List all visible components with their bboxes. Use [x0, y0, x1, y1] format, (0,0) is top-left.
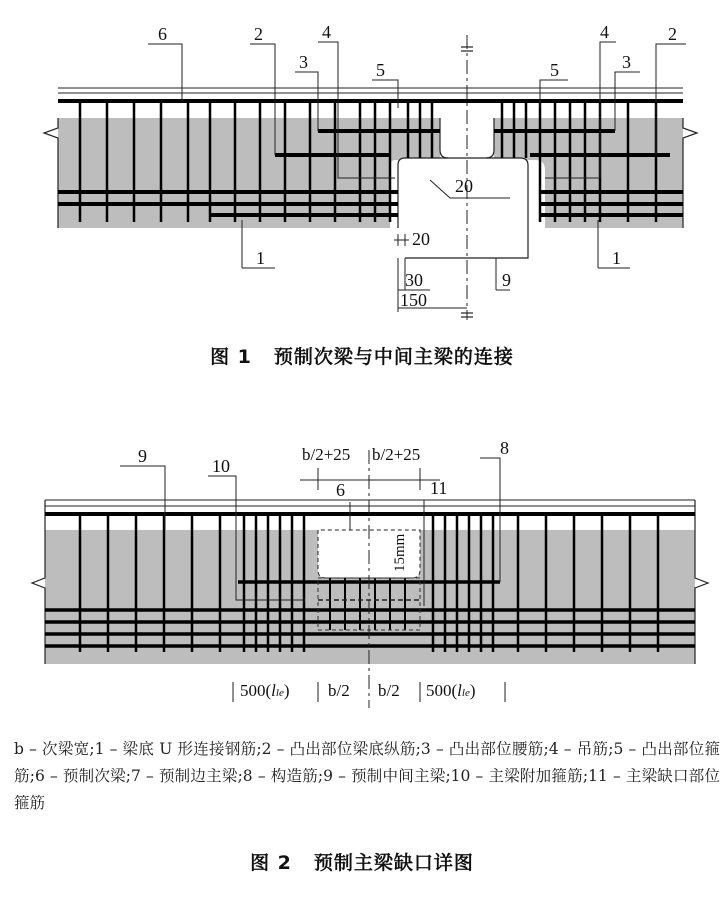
left-break-mark-2	[32, 500, 45, 664]
dim-500-left	[240, 681, 290, 700]
label-6: 6	[158, 24, 167, 44]
dim-30: 30	[405, 270, 423, 290]
label-2-left: 2	[254, 24, 263, 44]
f2-label-15mm: 15mm	[392, 533, 408, 572]
label-5-left: 5	[376, 60, 385, 80]
right-break-mark-2	[695, 500, 708, 664]
left-break-mark	[44, 118, 58, 228]
dim-500-right-sub: le	[461, 687, 470, 699]
figure2-caption	[0, 848, 724, 875]
f2-label-10: 10	[212, 456, 230, 476]
label-2-right: 2	[668, 24, 677, 44]
dim-b2-right: b/2	[378, 681, 400, 700]
dim-b2-left: b/2	[328, 681, 350, 700]
dim-500-right-close: )	[469, 681, 476, 700]
f2-label-11: 11	[430, 478, 448, 498]
label-4-right: 4	[600, 22, 609, 42]
dim-500-right-value: 500(	[426, 681, 458, 700]
label-4-left: 4	[322, 22, 331, 42]
label-3-left: 3	[299, 52, 308, 72]
label-5-right: 5	[550, 60, 559, 80]
dim-500-right-l: l	[457, 681, 462, 700]
notch-top-right	[486, 118, 494, 158]
figure1-caption-number: 图 1	[210, 346, 252, 368]
f2-label-8: 8	[500, 438, 509, 458]
figure1-diagram	[0, 0, 724, 330]
figure2-diagram	[0, 430, 724, 720]
dim-500-right	[426, 681, 476, 700]
dim-500-left-value: 500(	[240, 681, 272, 700]
dim-20-top: 20	[455, 176, 473, 196]
label-1-left: 1	[256, 248, 265, 268]
notch-top-left	[440, 118, 448, 158]
figure1-caption	[0, 342, 724, 369]
figure2-caption-number: 图 2	[250, 852, 292, 874]
figure1-caption-text: 预制次梁与中间主梁的连接	[273, 346, 514, 368]
label-9: 9	[502, 270, 511, 290]
figure2-caption-text: 预制主梁缺口详图	[313, 852, 474, 874]
label-1-right: 1	[612, 248, 621, 268]
left-beam-concrete	[58, 118, 440, 228]
dim-top-right: b/2+25	[372, 445, 421, 464]
label-3-right: 3	[622, 52, 631, 72]
dim-20-side: 20	[412, 229, 430, 249]
dim-150: 150	[400, 290, 427, 310]
f2-label-6: 6	[336, 480, 345, 500]
dim-500-left-close: )	[283, 681, 290, 700]
f2-label-9: 9	[138, 446, 147, 466]
dim-500-left-sub: le	[275, 687, 284, 699]
dim-top-left: b/2+25	[302, 445, 351, 464]
dim-500-left-l: l	[271, 681, 276, 700]
right-break-mark	[683, 118, 697, 228]
figure-legend: b – 次梁宽;1 – 梁底 U 形连接钢筋;2 – 凸出部位梁底纵筋;3 – 凸出部位腰筋;4 – 吊筋;5 – 凸出部位箍筋;6 – 预制次梁;7 – 预制边主梁;8 – 构造筋;9 – 预制中间主梁;10 – 主梁附加箍筋;11 – 主梁缺口部位箍筋	[14, 740, 720, 812]
